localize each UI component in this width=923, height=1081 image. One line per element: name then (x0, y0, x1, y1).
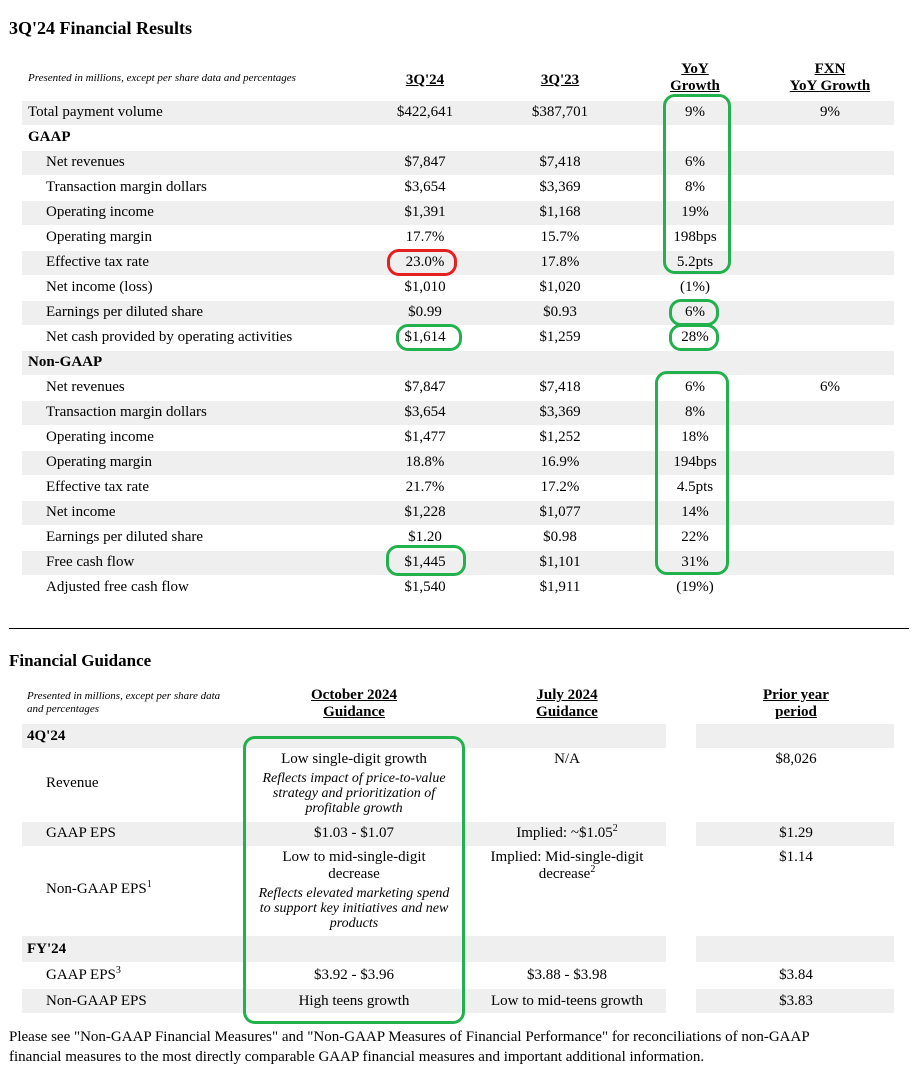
cell-3q24: $1,445 (404, 554, 446, 570)
cell-3q23: $1,911 (539, 579, 581, 595)
cell-oct-gaap-eps-fy: $3.92 - $3.96 (314, 967, 394, 983)
row-band (696, 724, 894, 748)
cell-yoy: 4.5pts (676, 479, 714, 495)
row-label-gaap-operating-income: Operating income (46, 204, 154, 220)
col-header-prior-line2: period (775, 704, 817, 720)
results-presented-note: Presented in millions, except per share data and percentages (28, 72, 296, 84)
cell-yoy: 8% (685, 404, 705, 420)
cell-yoy: (1%) (680, 279, 710, 295)
cell-3q23: $7,418 (539, 379, 581, 395)
nongaap-note-line2: to support key initiatives and new (259, 901, 449, 916)
footer-line2: financial measures to the most directly comparable GAAP financial measures and important additional information. (9, 1049, 705, 1065)
col-header-fxn-line1: FXN (814, 61, 846, 77)
cell-yoy: 198bps (673, 229, 717, 245)
cell-3q24: 18.8% (405, 454, 445, 470)
footnote-2: 2 (612, 823, 618, 834)
cell-yoy: 28% (681, 329, 709, 345)
footnote-3: 3 (115, 965, 121, 976)
cell-jul-revenue: N/A (554, 751, 580, 767)
footer-note (9, 1027, 914, 1067)
cell-3q23: $387,701 (531, 104, 589, 120)
col-header-jul-guidance (477, 687, 657, 721)
cell-3q24: $1,391 (404, 204, 446, 220)
cell-3q24: $1,477 (404, 429, 446, 445)
cell-jul-nongaap-eps-fy: Low to mid-teens growth (490, 993, 644, 1009)
oct-nongaap-eps-4q-line1: Low to mid-single-digit (282, 849, 426, 865)
cell-yoy: 6% (685, 379, 705, 395)
footnote-2: 2 (590, 864, 596, 875)
cell-yoy: 194bps (673, 454, 717, 470)
row-label-gaap-operating-cash: Net cash provided by operating activities (46, 329, 293, 345)
row-band (696, 936, 894, 962)
cell-3q24: $1,228 (404, 504, 446, 520)
cell-3q23: $1,020 (539, 279, 581, 295)
cell-3q23: 17.8% (540, 254, 580, 270)
nongaap-eps-4q-label-text: Non-GAAP EPS (46, 881, 147, 897)
cell-3q23: $1,101 (539, 554, 581, 570)
cell-3q24: 21.7% (405, 479, 445, 495)
cell-3q24: $422,641 (396, 104, 454, 120)
cell-prior-nongaap-eps-fy: $3.83 (779, 993, 813, 1009)
row-label-nongaap-eps: Earnings per diluted share (46, 529, 204, 545)
row-label-revenue: Revenue (46, 775, 99, 791)
cell-oct-revenue: Low single-digit growth (281, 751, 427, 767)
revenue-note-line2: strategy and prioritization of (272, 786, 436, 801)
col-header-yoy-line1: YoY (681, 61, 709, 77)
row-band (22, 351, 894, 375)
row-label-free-cash-flow: Free cash flow (46, 554, 135, 570)
row-label-nongaap-effective-tax-rate: Effective tax rate (46, 479, 149, 495)
col-header-fxn (770, 61, 890, 95)
cell-yoy: 8% (685, 179, 705, 195)
cell-3q24: $1,614 (404, 329, 446, 345)
cell-3q24: $1.20 (408, 529, 442, 545)
row-label-gaap-net-revenues: Net revenues (46, 154, 125, 170)
highlight-gaap-eps-growth (669, 299, 719, 326)
cell-yoy: 5.2pts (676, 254, 714, 270)
cell-3q23: $3,369 (539, 179, 581, 195)
row-label-gaap-effective-tax-rate: Effective tax rate (46, 254, 149, 270)
col-header-jul-line1: July 2024 (536, 687, 598, 703)
row-label-gaap-transaction-margin: Transaction margin dollars (46, 179, 207, 195)
guidance-title: Financial Guidance (9, 651, 152, 670)
cell-yoy: 31% (681, 554, 709, 570)
gaap-eps-fy-label-text: GAAP EPS (46, 967, 116, 983)
col-header-prior-year (716, 687, 876, 721)
cell-3q23: $1,252 (539, 429, 581, 445)
guidance-presented-note (27, 690, 220, 716)
row-label-gaap-operating-margin: Operating margin (46, 229, 152, 245)
col-header-oct-line1: October 2024 (311, 687, 397, 703)
row-label-nongaap-eps-4q (46, 881, 152, 898)
cell-3q23: $1,259 (539, 329, 581, 345)
col-header-prior-line1: Prior year (763, 687, 829, 703)
oct-nongaap-eps-4q-line2: decrease (328, 866, 380, 882)
col-header-jul-line2: Guidance (536, 704, 598, 720)
col-header-yoy-line2: Growth (670, 78, 720, 94)
cell-prior-gaap-eps-fy: $3.84 (779, 967, 813, 983)
cell-jul-gaap-eps-fy: $3.88 - $3.98 (527, 967, 607, 983)
footnote-1: 1 (146, 879, 152, 890)
row-label-gaap-net-income: Net income (loss) (46, 279, 153, 295)
col-header-3q24: 3Q'24 (405, 72, 445, 88)
guidance-note-line2: and percentages (27, 703, 99, 715)
section-divider (9, 628, 909, 629)
cell-yoy: 6% (685, 304, 705, 320)
cell-yoy: 19% (681, 204, 709, 220)
cell-3q23: 17.2% (540, 479, 580, 495)
highlight-gaap-yoy-growth (663, 94, 731, 274)
nongaap-note-line1: Reflects elevated marketing spend (258, 886, 450, 901)
cell-3q24: $0.99 (408, 304, 442, 320)
cell-yoy: 6% (685, 154, 705, 170)
jul-nongaap-eps-4q-line1: Implied: Mid-single-digit (490, 849, 644, 865)
cell-prior-nongaap-eps-4q: $1.14 (779, 849, 813, 865)
cell-3q24: $3,654 (404, 179, 446, 195)
cell-3q23: $3,369 (539, 404, 581, 420)
cell-jul-nongaap-eps-4q (472, 849, 662, 883)
cell-3q23: $7,418 (539, 154, 581, 170)
cell-3q23: $0.93 (543, 304, 577, 320)
cell-3q23: 15.7% (540, 229, 580, 245)
cell-yoy: 18% (681, 429, 709, 445)
cell-3q24: $1,010 (404, 279, 446, 295)
results-title: 3Q'24 Financial Results (9, 18, 193, 38)
row-label-nongaap-operating-income: Operating income (46, 429, 154, 445)
cell-3q24: 23.0% (405, 254, 445, 270)
revenue-note-line3: profitable growth (305, 801, 403, 816)
cell-prior-gaap-eps-4q: $1.29 (779, 825, 813, 841)
row-label-nongaap-transaction-margin: Transaction margin dollars (46, 404, 207, 420)
col-header-oct-guidance (264, 687, 444, 721)
row-label-nongaap-net-revenues: Net revenues (46, 379, 125, 395)
cell-3q24: $7,847 (404, 379, 446, 395)
cell-3q24: $3,654 (404, 404, 446, 420)
cell-prior-revenue: $8,026 (775, 751, 817, 767)
cell-yoy: 9% (685, 104, 705, 120)
nongaap-note-line3: products (329, 916, 379, 931)
cell-jul-gaap-eps-4q (477, 825, 657, 842)
highlight-october-guidance (243, 736, 465, 1024)
cell-fxn: 6% (820, 379, 840, 395)
row-label-gaap-eps-4q: GAAP EPS (46, 825, 116, 841)
highlight-effective-tax-rate (387, 249, 457, 276)
row-label-nongaap-eps-fy: Non-GAAP EPS (46, 993, 147, 1009)
cell-oct-gaap-eps-4q: $1.03 - $1.07 (314, 825, 394, 841)
row-label-adjusted-free-cash-flow: Adjusted free cash flow (46, 579, 189, 595)
cell-3q24: $7,847 (404, 154, 446, 170)
cell-3q23: $1,077 (539, 504, 581, 520)
cell-yoy: (19%) (676, 579, 714, 595)
cell-3q24: 17.7% (405, 229, 445, 245)
col-header-oct-line2: Guidance (323, 704, 385, 720)
cell-3q23: $0.98 (543, 529, 577, 545)
col-header-3q23: 3Q'23 (540, 72, 580, 88)
col-header-fxn-line2: YoY Growth (789, 78, 871, 94)
row-label-gaap-eps: Earnings per diluted share (46, 304, 204, 320)
section-4q24: 4Q'24 (27, 728, 66, 744)
cell-3q23: $1,168 (539, 204, 581, 220)
cell-yoy: 14% (681, 504, 709, 520)
cell-fxn: 9% (820, 104, 840, 120)
row-label-gaap-eps-fy (46, 967, 121, 984)
jul-nongaap-eps-4q-line2-wrap (472, 866, 662, 883)
cell-3q23: 16.9% (540, 454, 580, 470)
footer-line1: Please see "Non-GAAP Financial Measures" and "Non-GAAP Measures of Financial Performance" for reconciliations of non-GAAP (9, 1029, 810, 1045)
highlight-nongaap-yoy-growth (655, 371, 729, 575)
row-label-nongaap-operating-margin: Operating margin (46, 454, 152, 470)
row-label-nongaap-net-income: Net income (46, 504, 116, 520)
jul-gaap-eps-4q-text: Implied: ~$1.05 (516, 825, 613, 841)
section-fy24: FY'24 (27, 941, 67, 957)
highlight-free-cash-flow-3q24 (386, 545, 466, 576)
col-header-yoy (655, 61, 735, 95)
section-gaap: GAAP (28, 129, 71, 145)
highlight-operating-cash-3q24 (396, 324, 462, 351)
guidance-note-line1: Presented in millions, except per share data (27, 690, 221, 702)
highlight-operating-cash-growth (669, 324, 719, 351)
section-non-gaap: Non-GAAP (28, 354, 103, 370)
cell-yoy: 22% (681, 529, 709, 545)
jul-nongaap-eps-4q-line2: decrease (538, 866, 591, 882)
cell-oct-nongaap-eps-fy: High teens growth (298, 993, 410, 1009)
revenue-note-line1: Reflects impact of price-to-value (262, 771, 446, 786)
row-label-total-payment-volume: Total payment volume (28, 104, 163, 120)
cell-3q24: $1,540 (404, 579, 446, 595)
